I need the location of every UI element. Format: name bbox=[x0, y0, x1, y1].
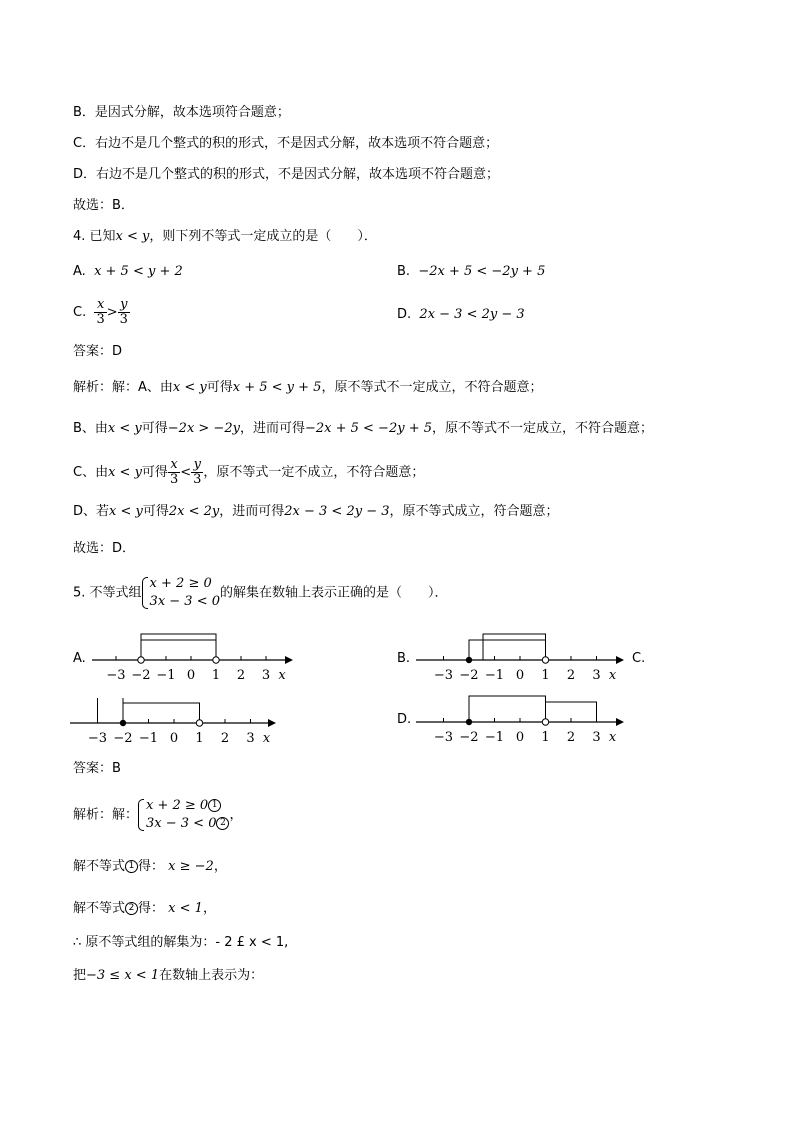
axis-variable: x bbox=[262, 731, 271, 746]
math: x < y bbox=[109, 504, 143, 519]
question-5-stem bbox=[73, 575, 448, 611]
tick-label: 2 bbox=[566, 730, 576, 745]
text-line: 故选：B． bbox=[73, 198, 134, 213]
tick-label: 0 bbox=[515, 668, 525, 683]
tick-label: 0 bbox=[186, 668, 196, 683]
tick-label: 3 bbox=[592, 730, 601, 745]
axis-variable: x bbox=[608, 730, 617, 745]
text: 可得 bbox=[141, 421, 168, 436]
range-bracket bbox=[141, 640, 216, 660]
option-d bbox=[397, 306, 525, 324]
text: 的解集在数轴上表示正确的是（ ）． bbox=[220, 585, 448, 601]
inequality-system: x + 2 ≥ 0 3x − 3 < 0 bbox=[142, 575, 220, 611]
text: ， bbox=[213, 859, 227, 874]
stem-prefix: 4. 已知 bbox=[73, 229, 116, 244]
tick-label: 1 bbox=[211, 668, 221, 683]
tick-label: −2 bbox=[113, 731, 133, 746]
math: x < 1 bbox=[168, 901, 203, 916]
solution-line bbox=[73, 967, 263, 985]
option-label: B. bbox=[397, 264, 411, 279]
closed-point bbox=[466, 719, 472, 725]
range-bracket bbox=[98, 698, 124, 723]
text: 解析：解：A、由 bbox=[73, 380, 173, 395]
text: 可得 bbox=[142, 504, 169, 519]
text: 5. 不等式组 bbox=[73, 585, 142, 601]
axis-variable: x bbox=[278, 668, 286, 683]
tick-label: 3 bbox=[592, 668, 601, 683]
closed-point bbox=[120, 720, 126, 726]
option-expression: x + 5 < y + 2 bbox=[94, 264, 183, 279]
circled-number: 2 bbox=[125, 902, 138, 915]
text: ， bbox=[229, 807, 243, 823]
fraction: $\frac{y}{3}$ bbox=[119, 297, 128, 327]
text: 可得 bbox=[206, 380, 233, 395]
tick-label: −2 bbox=[131, 668, 151, 683]
text-line: B．是因式分解，故本选项符合题意； bbox=[73, 105, 290, 120]
arrow-icon bbox=[268, 719, 276, 727]
tick-label: −3 bbox=[433, 668, 454, 683]
text: 解不等式 bbox=[73, 859, 126, 874]
solution-line: ∴ 原不等式组的解集为：- 2 £ x < 1, bbox=[73, 935, 289, 950]
open-point bbox=[213, 657, 219, 663]
operator: < bbox=[180, 465, 192, 480]
text: 解析：解： bbox=[73, 807, 139, 823]
math: x < y bbox=[108, 465, 142, 480]
number-line-d bbox=[414, 692, 626, 747]
tick-label: 3 bbox=[246, 731, 255, 746]
tick-label: 1 bbox=[541, 730, 550, 745]
math: x + 5 < y + 5 bbox=[232, 380, 322, 395]
text: ，进而可得 bbox=[239, 421, 305, 436]
circled-number: 2 bbox=[216, 817, 229, 830]
tick-label: −1 bbox=[156, 668, 176, 683]
text: C、由 bbox=[73, 465, 109, 480]
axis-variable: x bbox=[608, 668, 617, 683]
fraction: $\frac{x}{3}$ bbox=[169, 457, 179, 487]
tick-label: −3 bbox=[106, 668, 126, 683]
solution-line bbox=[73, 458, 424, 487]
text: ，原不等式一定不成立，不符合题意； bbox=[203, 465, 425, 480]
math: −2x + 5 < −2y + 5 bbox=[304, 421, 432, 436]
tick-label: 3 bbox=[261, 668, 271, 683]
tick-label: −2 bbox=[459, 668, 479, 683]
math: 2x < 2y bbox=[168, 504, 220, 519]
option-label: C. bbox=[73, 305, 87, 320]
inequality-system: x + 2 ≥ 0 1 3x − 3 < 0 2 bbox=[138, 797, 229, 833]
closed-point bbox=[466, 657, 472, 663]
math: −3 ≤ x < 1 bbox=[86, 968, 160, 983]
math: 2x − 3 < 2y − 3 bbox=[284, 504, 390, 519]
stem-suffix: ，则下列不等式一定成立的是（ ）． bbox=[149, 229, 377, 244]
option-b-label: B. bbox=[397, 651, 411, 666]
tick-label: 2 bbox=[236, 668, 246, 683]
solution-line bbox=[73, 797, 243, 833]
option-expression: −2x + 5 < −2y + 5 bbox=[418, 264, 546, 279]
math: x < y bbox=[107, 421, 142, 436]
tick-label: 0 bbox=[515, 730, 525, 745]
tick-label: 2 bbox=[220, 731, 230, 746]
text: ，原不等式不一定成立，不符合题意； bbox=[321, 380, 543, 395]
choose-q4: 故选：D． bbox=[73, 541, 136, 556]
text: ， bbox=[202, 901, 216, 916]
fraction: $\frac{y}{3}$ bbox=[193, 457, 202, 487]
range-bracket bbox=[469, 640, 546, 660]
arrow-icon bbox=[616, 718, 624, 726]
solution-line bbox=[73, 503, 559, 521]
open-point bbox=[196, 720, 202, 726]
option-a bbox=[73, 263, 183, 281]
option-b bbox=[397, 263, 545, 281]
question-4-stem bbox=[73, 228, 377, 246]
solution-line bbox=[73, 858, 227, 876]
text: 把 bbox=[73, 968, 87, 983]
math: x ≥ −2 bbox=[168, 859, 214, 874]
math: x < y bbox=[172, 380, 207, 395]
text: B、由 bbox=[73, 421, 108, 436]
tick-label: −1 bbox=[484, 730, 505, 745]
text: 解不等式 bbox=[73, 901, 126, 916]
solution-line bbox=[73, 379, 542, 397]
option-label: A. bbox=[73, 264, 86, 279]
arrow-icon bbox=[285, 656, 293, 664]
text: 得： bbox=[138, 859, 165, 874]
number-line-b bbox=[414, 630, 626, 685]
open-point bbox=[542, 657, 548, 663]
math: −2x > −2y bbox=[167, 421, 240, 436]
tick-label: 0 bbox=[169, 731, 179, 746]
tick-label: −1 bbox=[484, 668, 505, 683]
option-expression: 2x − 3 < 2y − 3 bbox=[419, 307, 525, 322]
tick-label: −3 bbox=[87, 731, 108, 746]
option-d-label: D. bbox=[397, 712, 412, 727]
open-point bbox=[138, 657, 144, 663]
tick-label: 2 bbox=[566, 668, 576, 683]
text: ，原不等式不一定成立，不符合题意； bbox=[432, 421, 654, 436]
arrow-icon bbox=[616, 656, 624, 664]
text: 得： bbox=[138, 901, 165, 916]
range-bracket bbox=[483, 634, 545, 660]
tick-label: −1 bbox=[138, 731, 159, 746]
answer-q5: 答案：B bbox=[73, 761, 121, 776]
open-point bbox=[542, 719, 548, 725]
text: 可得 bbox=[141, 465, 168, 480]
range-bracket bbox=[141, 634, 216, 660]
circled-number: 1 bbox=[125, 860, 138, 873]
circled-number: 1 bbox=[208, 799, 221, 812]
text: ，原不等式成立，符合题意； bbox=[389, 504, 559, 519]
answer-q4: 答案：D bbox=[73, 344, 123, 359]
tick-label: 1 bbox=[541, 668, 550, 683]
fraction: $\frac{x}{3}$ bbox=[96, 297, 105, 327]
text: ，进而可得 bbox=[219, 504, 285, 519]
stem-condition: x < y bbox=[115, 229, 150, 244]
tick-label: 1 bbox=[195, 731, 204, 746]
text: D、若 bbox=[73, 504, 110, 519]
option-c-label: C. bbox=[632, 651, 646, 666]
text: 在数轴上表示为： bbox=[159, 968, 264, 983]
option-label: D. bbox=[397, 307, 412, 322]
option-c bbox=[73, 298, 130, 327]
text-line: C．右边不是几个整式的积的形式，不是因式分解，故本选项不符合题意； bbox=[73, 136, 499, 151]
option-a-label: A. bbox=[73, 651, 86, 666]
tick-label: −2 bbox=[459, 730, 479, 745]
range-bracket bbox=[123, 703, 200, 723]
solution-line bbox=[73, 900, 216, 918]
number-line-c bbox=[68, 698, 278, 748]
range-bracket bbox=[469, 696, 546, 722]
number-line-a bbox=[90, 630, 295, 685]
tick-label: −3 bbox=[433, 730, 454, 745]
solution-line bbox=[73, 420, 653, 438]
text-line: D．右边不是几个整式的积的形式，不是因式分解，故本选项不符合题意； bbox=[73, 167, 500, 182]
operator: > bbox=[106, 305, 118, 320]
